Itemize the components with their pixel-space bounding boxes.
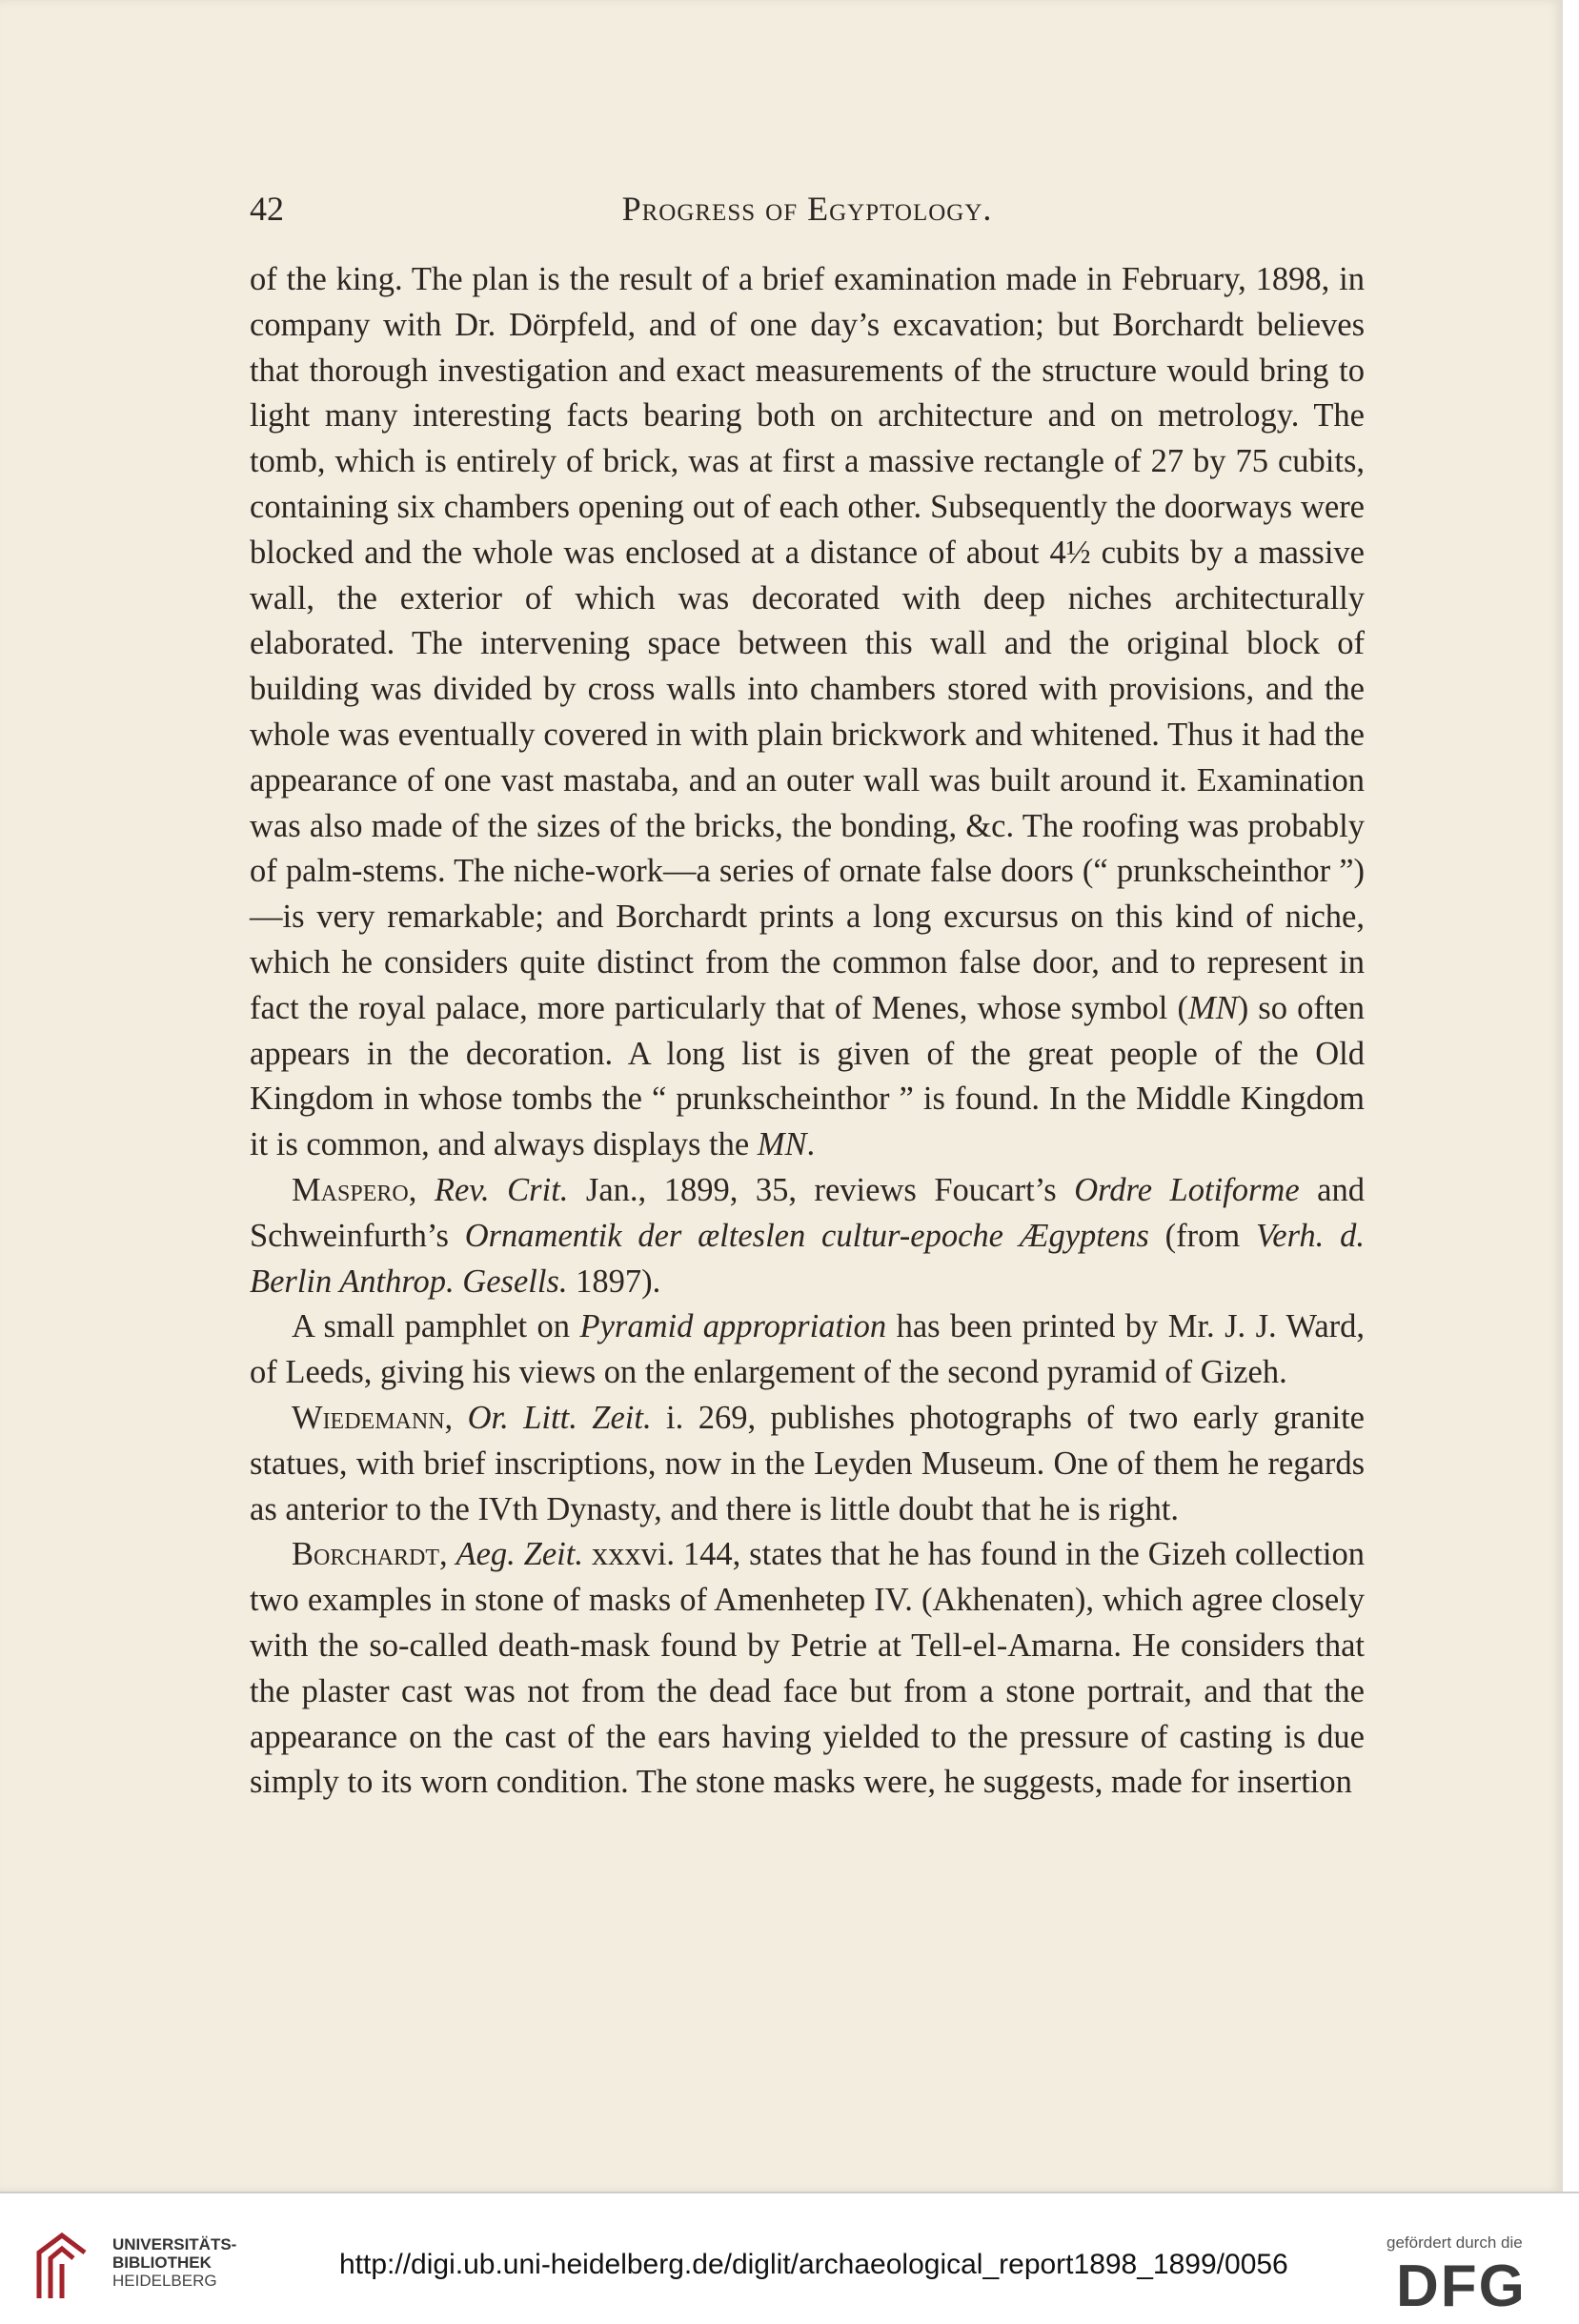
running-title: Progress of Egyptology. xyxy=(621,190,993,228)
paragraph-1: of the king. The plan is the result of a brief examination made in February, 1898, in company with Dr. Dörpfeld, and of one day’s excavation; but Borchardt believes that thorough investigation and exact measurements of the structure would bring to light many interesting facts bearing both on architecture and on metrology. The tomb, which is entirely of brick, was at first a massive rectangle of 27 by 75 cubits, containing six chambers opening out of each other. Subsequently the doorways were blocked and the whole was enclosed at a distance of about 4½ cubits by a massive wall, the exterior of which was decorated with deep niches architecturally elaborated. The intervening space between this wall and the original block of building was divided by cross walls into chambers stored with provisions, and the whole was eventually covered in with plain brickwork and whitened. Thus it had the appearance of one vast mastaba, and an outer wall was built around it. Examination was also made of the sizes of the bricks, the bonding, &c. The roofing was probably of palm-stems. The niche-work—a series of ornate false doors (“ prunkscheinthor ”)—is very remarkable; and Borchardt prints a long excursus on this kind of niche, which he considers quite distinct from the common false door, and to represent in fact the royal palace, more particularly that of Menes, whose symbol (MN) so often appears in the decoration. A long list is given of the great people of the Old Kingdom in whose tombs the “ prunkscheinthor ” is found. In the Middle Kingdom it is common, and always displays the MN. xyxy=(250,261,1365,1163)
paragraph-4: Wiedemann, Or. Litt. Zeit. i. 269, publishes photographs of two early granite statues, with brief inscriptions, now in the Leyden Museum. One of them he regards as anterior to the IVth Dynasty, and there is little doubt that he is right. xyxy=(250,1399,1365,1527)
library-name: UNIVERSITÄTS- BIBLIOTHEK HEIDELBERG xyxy=(112,2235,237,2290)
funder-note: gefördert durch die xyxy=(1387,2233,1523,2252)
paragraph-3: A small pamphlet on Pyramid appropriation has been printed by Mr. J. J. Ward, of Leeds, giving his views on the enlargement of the second pyramid of Gizeh. xyxy=(250,1308,1365,1391)
paragraph-2: Maspero, Rev. Crit. Jan., 1899, 35, reviews Foucart’s Ordre Lotiforme and Schweinfurth’s Ornamentik der ælteslen cultur-epoche Ægyptens (from Verh. d. Berlin Anthrop. Gesells. 1897). xyxy=(250,1171,1365,1300)
footer-bar xyxy=(0,2193,1579,2324)
library-logo-icon[interactable] xyxy=(33,2232,89,2300)
body-text xyxy=(250,257,1365,1806)
dfg-logo[interactable]: DFG xyxy=(1396,2253,1527,2319)
paragraph-5: Borchardt, Aeg. Zeit. xxxvi. 144, states that he has found in the Gizeh collection two examples in stone of masks of Amenhetep IV. (Akhenaten), which agree closely with the so-called death-mask found by Petrie at Tell-el-Amarna. He considers that the plaster cast was not from the dead face but from a stone portrait, and that the appearance on the cast of the ears having yielded to the pressure of casting is due simply to its worn condition. The stone masks were, he suggests, made for insertion xyxy=(250,1536,1365,1801)
page-number: 42 xyxy=(250,190,284,228)
source-url-link[interactable]: http://digi.ub.uni-heidelberg.de/diglit/archaeological_report1898_1899/0056 xyxy=(339,2249,1288,2280)
